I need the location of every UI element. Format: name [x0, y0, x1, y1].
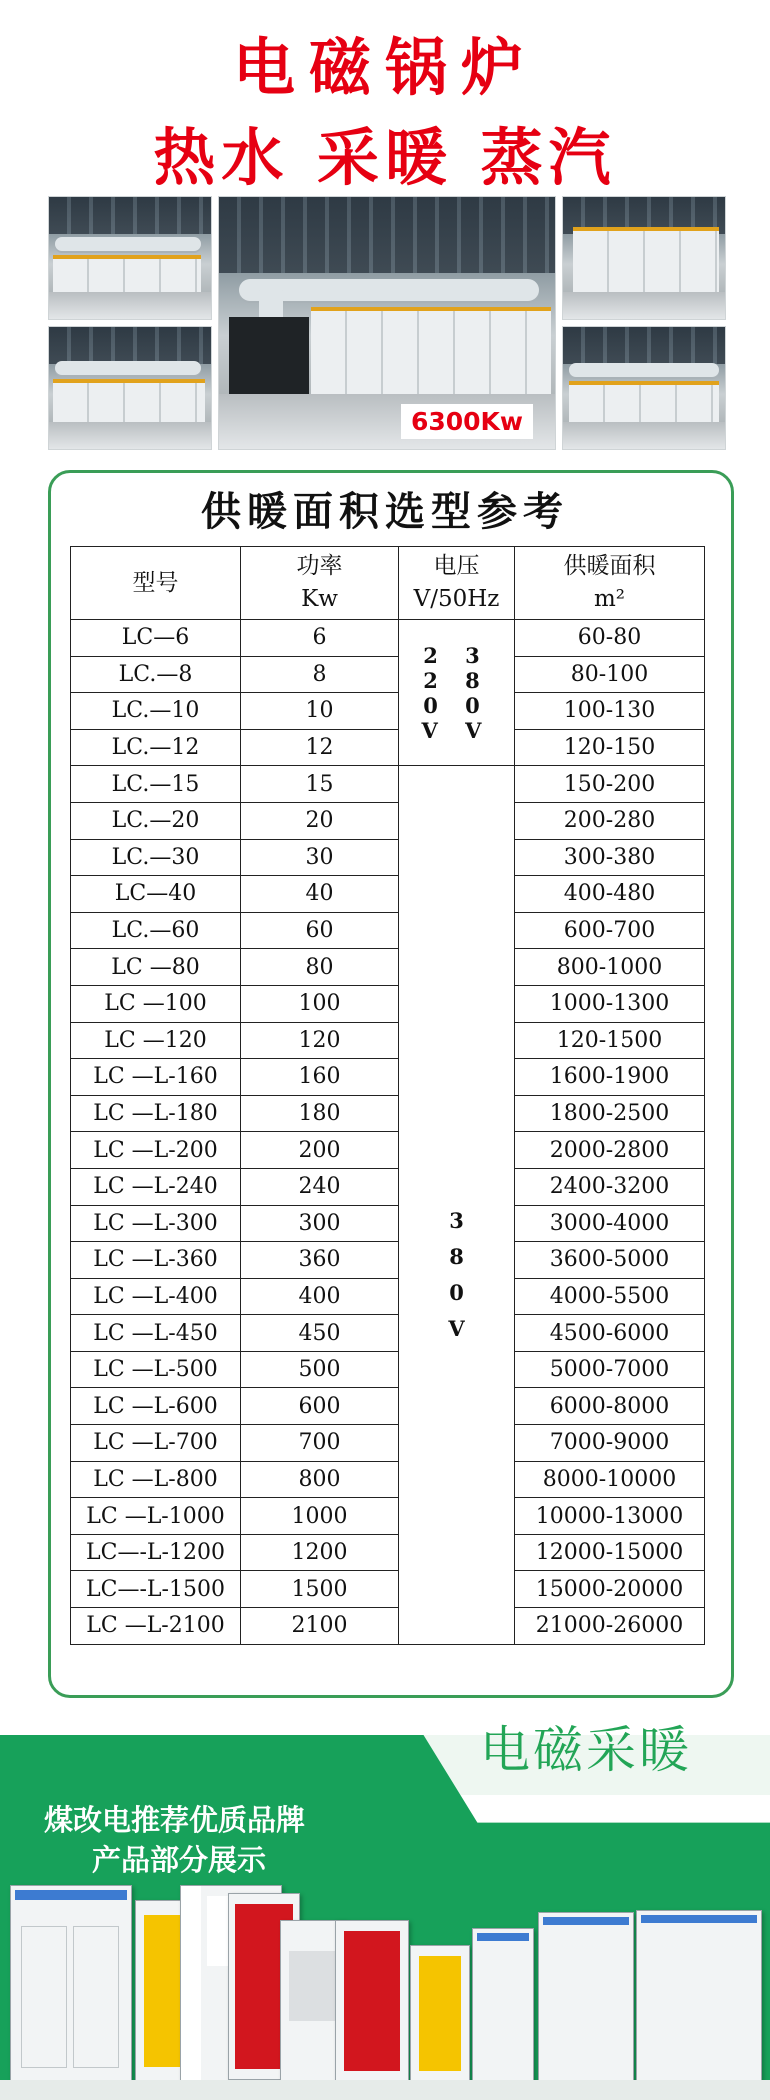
- banner-line-1: 煤改电推荐优质品牌: [44, 1803, 306, 1837]
- table-row: [71, 949, 705, 986]
- cell-area: 15000-20000: [515, 1571, 705, 1608]
- cell-model: LC —L-160: [71, 1059, 241, 1096]
- cell-power: 180: [241, 1095, 399, 1132]
- cell-area: 2400-3200: [515, 1168, 705, 1205]
- cell-voltage-380: [399, 766, 515, 1644]
- cell-model: LC—-L-1500: [71, 1571, 241, 1608]
- cell-area: 10000-13000: [515, 1498, 705, 1535]
- cell-model: LC.—12: [71, 729, 241, 766]
- table-header-row: [71, 547, 705, 620]
- voltage-text: 0 0: [423, 692, 490, 718]
- header-model: 型号: [71, 547, 241, 620]
- table-title: 供暖面积选型参考: [201, 488, 569, 535]
- cell-power: 12: [241, 729, 399, 766]
- boiler-photo-bottom-right: [562, 326, 726, 450]
- cell-model: LC —L-1000: [71, 1498, 241, 1535]
- cell-power: 60: [241, 912, 399, 949]
- cell-area: 3600-5000: [515, 1242, 705, 1279]
- cell-power: 800: [241, 1461, 399, 1498]
- cell-power: 200: [241, 1132, 399, 1169]
- cell-area: 6000-8000: [515, 1388, 705, 1425]
- header-power: 功率 Kw: [241, 547, 399, 620]
- banner-line-2: 产品部分展示: [92, 1843, 267, 1877]
- cell-area: 300-380: [515, 839, 705, 876]
- cell-power: 2100: [241, 1608, 399, 1645]
- cell-area: 200-280: [515, 802, 705, 839]
- voltage-text: 2 3: [423, 642, 490, 668]
- cell-area: 600-700: [515, 912, 705, 949]
- cell-model: LC —L-800: [71, 1461, 241, 1498]
- voltage-text: 2 8: [423, 667, 490, 693]
- table-row: [71, 1022, 705, 1059]
- table-row: [71, 1351, 705, 1388]
- cell-model: LC.—60: [71, 912, 241, 949]
- cell-area: 21000-26000: [515, 1608, 705, 1645]
- cell-model: LC—-L-1200: [71, 1534, 241, 1571]
- cell-power: 80: [241, 949, 399, 986]
- cell-area: 8000-10000: [515, 1461, 705, 1498]
- table-row: [71, 1278, 705, 1315]
- cell-area: 100-130: [515, 693, 705, 730]
- cell-area: 3000-4000: [515, 1205, 705, 1242]
- cell-power: 160: [241, 1059, 399, 1096]
- cell-power: 40: [241, 876, 399, 913]
- power-caption: 6300Kw: [401, 404, 533, 439]
- cell-model: LC —L-700: [71, 1425, 241, 1462]
- cell-area: 400-480: [515, 876, 705, 913]
- cell-area: 800-1000: [515, 949, 705, 986]
- table-row: [71, 729, 705, 766]
- cell-model: LC —L-450: [71, 1315, 241, 1352]
- table-row: [71, 693, 705, 730]
- cell-model: LC —100: [71, 985, 241, 1022]
- cell-power: 8: [241, 656, 399, 693]
- boiler-photo-main: [218, 196, 556, 450]
- cell-power: 6: [241, 620, 399, 657]
- table-row: [71, 985, 705, 1022]
- table-row: [71, 1315, 705, 1352]
- cell-power: 15: [241, 766, 399, 803]
- cell-power: 600: [241, 1388, 399, 1425]
- cell-model: LC.—15: [71, 766, 241, 803]
- cell-power: 300: [241, 1205, 399, 1242]
- header-voltage: 电压 V/50Hz: [399, 547, 515, 620]
- boiler-photo-top-left: [48, 196, 212, 320]
- cell-power: 360: [241, 1242, 399, 1279]
- cell-power: 450: [241, 1315, 399, 1352]
- table-row: [71, 1571, 705, 1608]
- cell-area: 2000-2800: [515, 1132, 705, 1169]
- table-row: [71, 1168, 705, 1205]
- cell-power: 100: [241, 985, 399, 1022]
- table-row: [71, 1425, 705, 1462]
- table-row: [71, 1461, 705, 1498]
- cell-model: LC —L-360: [71, 1242, 241, 1279]
- voltage-text: V: [448, 1316, 465, 1341]
- cell-model: LC —120: [71, 1022, 241, 1059]
- cell-model: LC —L-600: [71, 1388, 241, 1425]
- table-row: [71, 912, 705, 949]
- cell-power: 240: [241, 1168, 399, 1205]
- cell-voltage-220-380: [399, 620, 515, 766]
- product-cabinet-7: [410, 1945, 470, 2082]
- cell-model: LC—40: [71, 876, 241, 913]
- table-row: [71, 766, 705, 803]
- cell-area: 4000-5500: [515, 1278, 705, 1315]
- product-cabinet-9: [538, 1912, 634, 2082]
- cell-area: 1600-1900: [515, 1059, 705, 1096]
- cell-model: LC —80: [71, 949, 241, 986]
- cell-power: 1200: [241, 1534, 399, 1571]
- table-row: [71, 1534, 705, 1571]
- boiler-photo-top-right: [562, 196, 726, 320]
- cell-area: 150-200: [515, 766, 705, 803]
- cell-area: 12000-15000: [515, 1534, 705, 1571]
- cell-power: 20: [241, 802, 399, 839]
- cell-area: 1000-1300: [515, 985, 705, 1022]
- cell-area: 120-150: [515, 729, 705, 766]
- cell-power: 120: [241, 1022, 399, 1059]
- table-row: [71, 1205, 705, 1242]
- cell-power: 1000: [241, 1498, 399, 1535]
- header-area: 供暖面积 m²: [515, 547, 705, 620]
- voltage-text: 3: [449, 1208, 464, 1233]
- cell-power: 30: [241, 839, 399, 876]
- cell-model: LC.—20: [71, 802, 241, 839]
- cell-model: LC.—30: [71, 839, 241, 876]
- table-row: [71, 876, 705, 913]
- product-cabinet-6: [335, 1920, 409, 2082]
- table-row: [71, 1132, 705, 1169]
- boiler-photo-bottom-left: [48, 326, 212, 450]
- product-cabinet-1: [10, 1885, 132, 2082]
- voltage-text: 8: [449, 1244, 464, 1269]
- cell-model: LC —L-2100: [71, 1608, 241, 1645]
- product-cabinet-10: [636, 1910, 762, 2082]
- table-row: [71, 1095, 705, 1132]
- table-row: [71, 1608, 705, 1645]
- cell-model: LC —L-400: [71, 1278, 241, 1315]
- table-row: [71, 620, 705, 657]
- table-row: [71, 802, 705, 839]
- cell-model: LC —L-240: [71, 1168, 241, 1205]
- product-cabinet-8: [472, 1928, 534, 2082]
- table-row: [71, 839, 705, 876]
- table-row: [71, 1498, 705, 1535]
- table-row: [71, 656, 705, 693]
- cell-model: LC—6: [71, 620, 241, 657]
- cell-area: 7000-9000: [515, 1425, 705, 1462]
- cell-model: LC —L-200: [71, 1132, 241, 1169]
- table-row: [71, 1388, 705, 1425]
- cell-power: 500: [241, 1351, 399, 1388]
- cell-area: 5000-7000: [515, 1351, 705, 1388]
- cell-model: LC.—10: [71, 693, 241, 730]
- cell-area: 120-1500: [515, 1022, 705, 1059]
- product-ground: [0, 2080, 770, 2100]
- voltage-text: V V: [421, 717, 492, 743]
- cell-model: LC —L-300: [71, 1205, 241, 1242]
- cell-power: 700: [241, 1425, 399, 1462]
- table-row: [71, 1059, 705, 1096]
- cell-model: LC.—8: [71, 656, 241, 693]
- cell-model: LC —L-500: [71, 1351, 241, 1388]
- table-row: [71, 1242, 705, 1279]
- cell-area: 4500-6000: [515, 1315, 705, 1352]
- main-title: 电磁锅炉: [232, 31, 537, 104]
- cell-power: 10: [241, 693, 399, 730]
- cell-area: 1800-2500: [515, 1095, 705, 1132]
- cell-area: 80-100: [515, 656, 705, 693]
- slogan: 电磁采暖: [480, 1721, 692, 1779]
- voltage-text: 0: [449, 1280, 464, 1305]
- cell-model: LC —L-180: [71, 1095, 241, 1132]
- selection-table: [70, 546, 705, 1645]
- cell-area: 60-80: [515, 620, 705, 657]
- cell-power: 400: [241, 1278, 399, 1315]
- cell-power: 1500: [241, 1571, 399, 1608]
- sub-title: 热水 采暖 蒸汽: [153, 121, 617, 194]
